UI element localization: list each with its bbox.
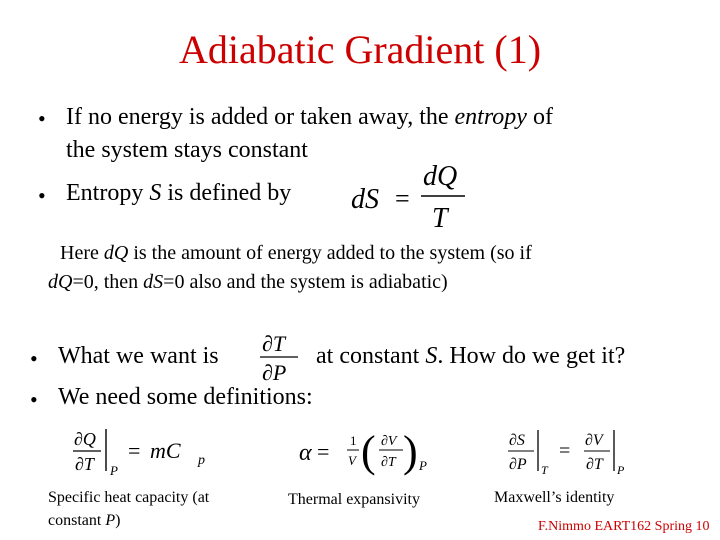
entropy-term: entropy [454,104,527,130]
thermal-expansivity-formula [295,425,445,485]
svg-text:(: ( [361,427,376,476]
bullet-3-lead: What we want is [58,343,219,369]
want-denominator: ∂P [262,360,287,384]
bullet-marker: • [30,387,38,412]
formula-equals: = [395,184,410,213]
slide-title: Adiabatic Gradient (1) [178,27,542,72]
svg-text:∂Q: ∂Q [74,429,96,449]
svg-text:p: p [198,453,205,468]
bullet-4-text: We need some definitions: [58,384,313,410]
specific-heat-formula [70,425,230,485]
bullet-3-tail: at constant S. How do we get it? [316,343,626,369]
svg-text:=: = [128,438,141,463]
svg-text:∂V: ∂V [585,432,603,449]
bullet-1-line-2: the system stays constant [66,137,308,163]
svg-text:mC: mC [150,438,181,463]
maxwell-identity-caption: Maxwell’s identity [494,489,615,506]
bullet-marker: • [38,183,46,208]
bullet-1-line-1: If no energy is added or taken away, the entropy of [66,104,553,130]
svg-text:∂T: ∂T [586,456,603,473]
bullet-2-text: Entropy S is defined by [66,180,292,206]
svg-text:=: = [317,439,330,464]
svg-text:T: T [541,463,548,477]
formula-numerator: dQ [423,161,458,192]
svg-text:α: α [299,440,312,466]
svg-text:∂T: ∂T [381,455,396,470]
bullet-marker: • [38,106,46,131]
specific-heat-caption-line-2: constant P) [48,512,121,529]
bullet-marker: • [30,346,38,371]
svg-text:P: P [419,458,427,473]
svg-text:P: P [110,463,118,478]
want-numerator: ∂T [262,331,286,356]
svg-text:P: P [617,463,625,477]
svg-text:∂V: ∂V [381,434,397,449]
svg-text:1: 1 [350,433,357,448]
specific-heat-caption-line-1: Specific heat capacity (at [48,489,210,506]
svg-text:V: V [348,453,356,468]
svg-text:): ) [403,427,418,476]
footer-credit: F.Nimmo EART162 Spring 10 [538,519,710,534]
svg-text:∂T: ∂T [75,454,94,474]
svg-text:∂P: ∂P [509,456,527,473]
maxwell-identity-formula [505,425,645,485]
formula-denominator: T [432,203,448,234]
entropy-formula [345,155,475,235]
svg-text:=: = [559,440,571,462]
note-line-2: dQ=0, then dS=0 also and the system is adiabatic) [48,271,448,293]
dT-dP-formula [258,330,304,384]
formula-lhs: dS [351,184,379,215]
svg-text:∂S: ∂S [509,432,525,449]
note-line-1: Here dQ is the amount of energy added to the system (so if [60,242,532,264]
thermal-expansivity-caption: Thermal expansivity [288,491,420,508]
